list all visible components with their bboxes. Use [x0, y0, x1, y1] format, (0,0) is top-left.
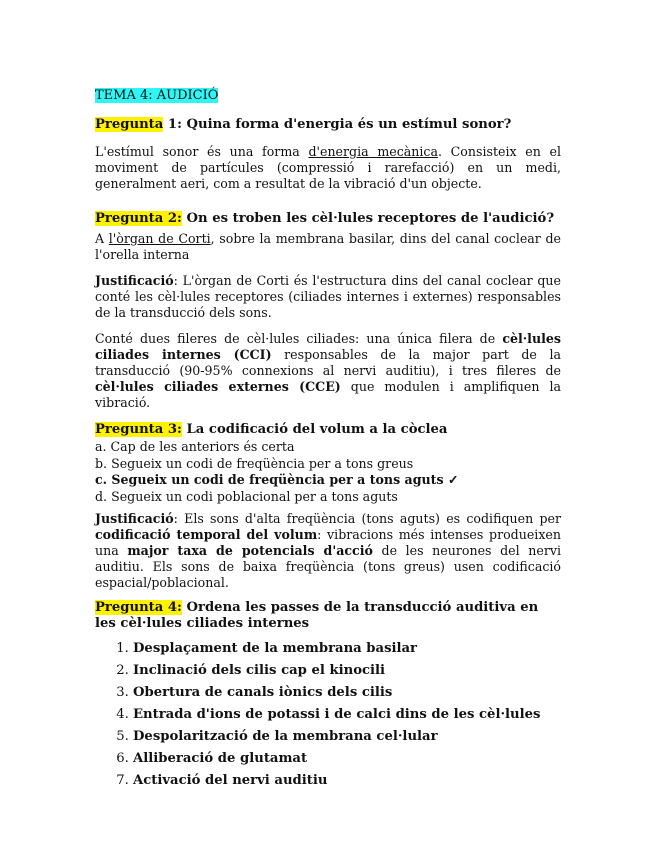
answer-text: , sobre la membrana basilar, dins del canal coclear de l'orella interna — [95, 231, 561, 262]
option-c-correct: c. Segueix un codi de freqüència per a tons aguts ✓ — [95, 472, 459, 487]
title-highlight: TEMA 4: AUDICIÓ — [95, 88, 219, 103]
question-1-heading — [95, 117, 561, 133]
question-3-text: La codificació del volum a la còclea — [181, 422, 448, 437]
question-2-detail — [95, 331, 561, 411]
question-2-text: On es troben les cèl·lules receptores de l'audició? — [181, 211, 555, 226]
question-4-text: Ordena les passes de la transducció auditiva en les cèl·lules ciliades internes — [95, 600, 539, 631]
justification-text: : Els sons d'alta freqüència (tons aguts) es codifiquen per — [173, 511, 561, 526]
question-2-justification — [95, 273, 561, 321]
list-item: 4. Entrada d'ions de potassi i de calci dins de les cèl·lules — [133, 704, 561, 726]
question-1-answer — [95, 144, 561, 192]
list-item: 2. Inclinació dels cilis cap el kinocili — [133, 660, 561, 682]
answer-text: A — [95, 231, 109, 246]
answer-text: . Consisteix en el moviment de partícules (compressió i rarefacció) en un medi, generalment aeri, com a resultat de la vibració d'un objecte. — [95, 144, 562, 191]
answer-underlined-term: l'òrgan de Corti — [108, 231, 211, 246]
question-2-heading — [95, 211, 561, 227]
answer-text: L'estímul sonor és una forma — [95, 144, 309, 159]
list-item: 7. Activació del nervi auditiu — [133, 770, 561, 792]
justification-label: Justificació — [95, 511, 174, 526]
question-1-text: Quina forma d'energia és un estímul sonor? — [186, 117, 512, 132]
option-a: a. Cap de les anteriors és certa — [95, 439, 295, 454]
question-1-label: Pregunta — [95, 117, 164, 132]
justification-text: : L'òrgan de Corti és l'estructura dins del canal coclear que conté les cèl·lules receptores (ciliades internes i externes) responsables de la transducció dels sons. — [95, 273, 561, 320]
answer-underlined-term: d'energia mecànica — [308, 144, 438, 159]
justification-bold-term: codificació temporal del volum — [95, 527, 318, 542]
option-b: b. Segueix un codi de freqüència per a tons greus — [95, 455, 414, 471]
list-item: 6. Alliberació de glutamat — [133, 748, 561, 770]
document-content — [95, 88, 561, 792]
detail-text: responsables de la major part de la transducció (90-95% connexions al nervi auditiu), i tres fileres de — [95, 347, 561, 378]
document-title — [95, 88, 561, 104]
question-3-justification — [95, 511, 561, 591]
question-1-number: 1: — [163, 117, 187, 132]
justification-text: : vibracions més intenses produeixen una — [95, 527, 561, 558]
list-item: 5. Despolarització de la membrana cel·lular — [133, 726, 561, 748]
detail-bold-term: cèl·lules ciliades internes (CCI) — [95, 331, 561, 362]
detail-bold-term: cèl·lules ciliades externes (CCE) — [95, 379, 341, 394]
justification-label: Justificació — [95, 273, 174, 288]
justification-bold-term: major taxa de potencials d'acció — [127, 543, 373, 558]
question-3-heading — [95, 422, 561, 438]
transduction-steps-list — [95, 638, 561, 792]
list-item: 1. Desplaçament de la membrana basilar — [133, 638, 561, 660]
question-3-label: Pregunta 3: — [95, 422, 182, 437]
list-item: 3. Obertura de canals iònics dels cilis — [133, 682, 561, 704]
detail-text: que modulen i amplifiquen la vibració. — [95, 379, 562, 410]
question-4-heading — [95, 600, 561, 632]
justification-text: de les neurones del nervi auditiu. Els sons de baixa freqüència (tons greus) usen codificació espacial/poblacional. — [95, 543, 561, 590]
question-4-label: Pregunta 4: — [95, 600, 182, 615]
detail-text: Conté dues fileres de cèl·lules ciliades: una única filera de — [95, 331, 503, 346]
question-2-answer — [95, 231, 561, 263]
option-d: d. Segueix un codi poblacional per a tons aguts — [95, 488, 398, 504]
question-2-label: Pregunta 2: — [95, 211, 182, 226]
